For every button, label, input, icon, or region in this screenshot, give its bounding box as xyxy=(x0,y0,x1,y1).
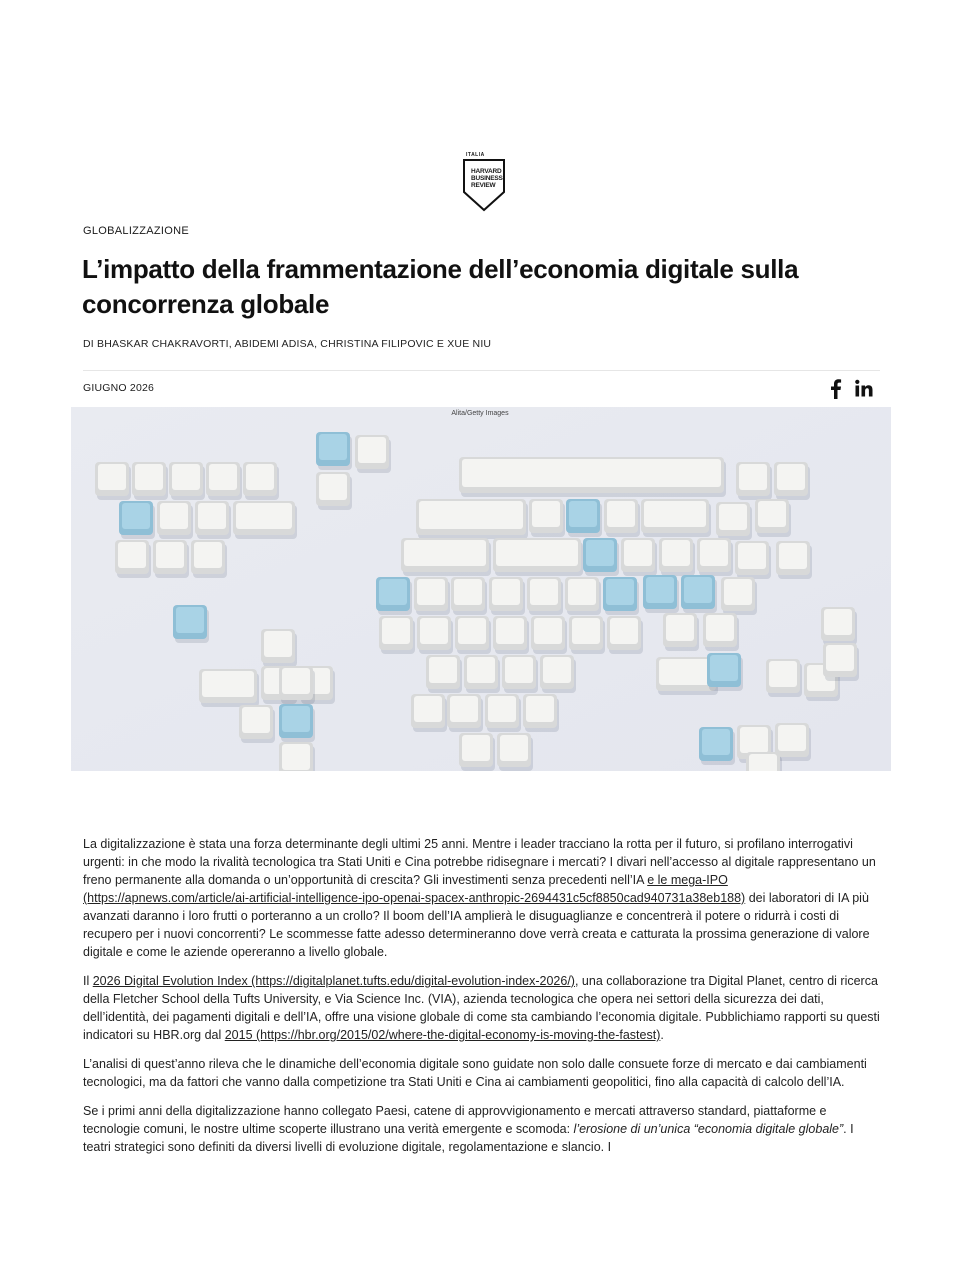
paragraph-4-emphasis: l’erosione di un’unica “economia digitale globale” xyxy=(573,1122,844,1136)
logo-line-3: REVIEW xyxy=(471,182,496,189)
white-keycap xyxy=(497,733,533,771)
white-keycap xyxy=(736,462,772,500)
linkedin-share-button[interactable] xyxy=(853,378,875,400)
linkedin-icon xyxy=(853,378,875,400)
white-keycap xyxy=(663,613,699,651)
white-keycap xyxy=(414,577,450,615)
white-keycap xyxy=(755,499,791,537)
white-keycap xyxy=(641,499,711,537)
paragraph-2-text-a: Il xyxy=(83,974,93,988)
paragraph-1 xyxy=(83,835,883,961)
white-keycap xyxy=(703,613,739,651)
white-keycap xyxy=(493,616,529,654)
facebook-share-button[interactable] xyxy=(826,378,846,400)
white-keycap xyxy=(493,538,583,576)
white-keycap xyxy=(523,694,559,732)
logo-line-2: BUSINESS xyxy=(471,175,503,182)
white-keycap xyxy=(776,541,812,579)
white-keycap xyxy=(416,499,528,539)
white-keycap xyxy=(489,577,525,615)
divider xyxy=(83,370,880,371)
white-keycap xyxy=(459,733,495,771)
white-keycap xyxy=(502,655,538,693)
paragraph-4-text-a: Se i primi anni della digitalizzazione hanno collegato Paesi, catene di approvvigionamento e mercati attraverso standard, piattaforme e tecnologie comuni, le nostre ultime scoperte illustrano una verità emergente e scomoda: xyxy=(83,1104,827,1136)
white-keycap xyxy=(243,462,279,500)
blue-keycap xyxy=(566,499,602,537)
white-keycap xyxy=(199,669,259,707)
white-keycap xyxy=(239,705,275,743)
facebook-icon xyxy=(826,378,846,400)
article-title: L’impatto della frammentazione dell’economia digitale sulla concorrenza globale xyxy=(82,254,799,319)
white-keycap xyxy=(821,607,857,645)
blue-keycap xyxy=(681,575,717,613)
white-keycap xyxy=(401,538,491,576)
hero-image xyxy=(71,407,891,771)
white-keycap xyxy=(426,655,462,693)
white-keycap xyxy=(132,462,168,500)
white-keycap xyxy=(697,538,733,576)
white-keycap xyxy=(766,659,802,697)
white-keycap xyxy=(195,501,231,539)
paragraph-4-text-b: . I teatri strategici sono definiti da diversi livelli di evoluzione digitale, regolamentazione e slancio. I xyxy=(83,1122,854,1154)
blue-keycap xyxy=(699,727,735,765)
keyboard-world-map-illustration xyxy=(71,407,891,771)
article-body xyxy=(83,835,883,1167)
white-keycap xyxy=(455,616,491,654)
paragraph-3: L’analisi di quest’anno rileva che le dinamiche dell’economia digitale sono guidate non solo dalle consuete forze di mercato e dai cambiamenti tecnologici, ma da fattori che vanno dalla competizione tra Stati Uniti e Cina ai cambiamenti geopolitici, fino alla capacità di calcolo dell’IA. xyxy=(83,1057,867,1089)
white-keycap xyxy=(659,538,695,576)
blue-keycap xyxy=(173,605,209,643)
white-keycap xyxy=(169,462,205,500)
white-keycap xyxy=(464,655,500,693)
article-authors: DI BHASKAR CHAKRAVORTI, ABIDEMI ADISA, CHRISTINA FILIPOVIC E XUE NIU xyxy=(83,338,492,350)
section-label[interactable]: GLOBALIZZAZIONE xyxy=(83,225,189,237)
white-keycap xyxy=(95,462,131,500)
white-keycap xyxy=(540,655,576,693)
paragraph-2-text-c: . xyxy=(660,1028,664,1042)
hbr-2015-link[interactable]: 2015 (https://hbr.org/2015/02/where-the-digital-economy-is-moving-the-fastest) xyxy=(224,1028,661,1042)
paragraph-2 xyxy=(83,972,883,1044)
white-keycap xyxy=(775,723,811,761)
white-keycap xyxy=(459,457,726,497)
white-keycap xyxy=(607,616,643,654)
blue-keycap xyxy=(279,704,315,742)
white-keycap xyxy=(153,540,189,578)
blue-keycap xyxy=(119,501,155,539)
white-keycap xyxy=(157,501,193,539)
white-keycap xyxy=(774,462,810,500)
white-keycap xyxy=(485,694,521,732)
paragraph-4 xyxy=(83,1102,883,1156)
paragraph-2-text-b: , una collaborazione tra Digital Planet, centro di ricerca della Fletcher School della Tufts University, e Via Science Inc. (VIA), azienda tecnologica che opera nei settori della sicurezza dei dati, dell’identità, dei pagamenti digitali e dell’IA, offre una visione globale di come sta cambiando l’economia digitale. Pubblichiamo rapporti su questi indicatori su HBR.org dal xyxy=(83,974,880,1042)
white-keycap xyxy=(721,577,757,615)
white-keycap xyxy=(735,541,771,579)
blue-keycap xyxy=(376,577,412,615)
logo-country: ITALIA xyxy=(466,152,485,158)
blue-keycap xyxy=(316,432,352,470)
paragraph-1-text-a: La digitalizzazione è stata una forza determinante degli ultimi 25 anni. Mentre i leader tracciano la rotta per il futuro, si profilano interrogativi urgenti: in che modo la rivalità tecnologica tra Stati Uniti e Cina potrebbe ridisegnare i mercati? I divari nell’accesso al digitale rappresentano un freno permanente alla domanda o un’opportunità di crescita? Gli investimenti senza precedenti nell’IA xyxy=(83,837,876,887)
white-keycap xyxy=(417,616,453,654)
blue-keycap xyxy=(643,575,679,613)
blue-keycap xyxy=(583,538,619,576)
white-keycap xyxy=(233,501,297,539)
white-keycap xyxy=(527,577,563,615)
white-keycap xyxy=(115,540,151,578)
logo-wordmark xyxy=(471,168,501,189)
white-keycap xyxy=(279,666,315,704)
white-keycap xyxy=(191,540,227,578)
white-keycap xyxy=(529,499,565,537)
publish-date: GIUGNO 2026 xyxy=(83,382,155,394)
white-keycap xyxy=(355,435,391,473)
white-keycap xyxy=(604,499,640,537)
white-keycap xyxy=(316,472,352,510)
paragraph-1-text-b: dei laboratori di IA più avanzati daranno i loro frutti o porteranno a un crollo? Il boom dell’IA amplierà le disuguaglianze e concentrerà il potere o ridurrà i costi di recupero per i nuovi concorrenti? Le scommesse fatte adesso determineranno dove verrà creata e catturata la prossima generazione di valore digitale e come le aziende opereranno a livello globale. xyxy=(83,891,870,959)
white-keycap xyxy=(279,742,315,771)
image-credit: Alita/Getty Images xyxy=(451,410,509,417)
white-keycap xyxy=(451,577,487,615)
white-keycap xyxy=(823,643,859,681)
white-keycap xyxy=(261,629,297,667)
white-keycap xyxy=(621,538,657,576)
hbr-logo[interactable] xyxy=(462,152,508,214)
white-keycap xyxy=(411,694,447,732)
blue-keycap xyxy=(707,653,743,691)
white-keycap xyxy=(206,462,242,500)
white-keycap xyxy=(379,616,415,654)
logo-line-1: HARVARD xyxy=(471,168,502,175)
digital-evolution-index-link[interactable]: 2026 Digital Evolution Index (https://digitalplanet.tufts.edu/digital-evolution-index-2026/) xyxy=(92,974,575,988)
white-keycap xyxy=(569,616,605,654)
white-keycap xyxy=(746,752,782,771)
white-keycap xyxy=(447,694,483,732)
white-keycap xyxy=(716,502,752,540)
white-keycap xyxy=(531,616,567,654)
white-keycap xyxy=(565,577,601,615)
blue-keycap xyxy=(603,577,639,615)
ipo-link[interactable]: e le mega-IPO (https://apnews.com/article/ai-artificial-intelligence-ipo-openai-spacex-anthropic-2694431c5cf8850cad940731a38eb188) xyxy=(83,873,746,905)
